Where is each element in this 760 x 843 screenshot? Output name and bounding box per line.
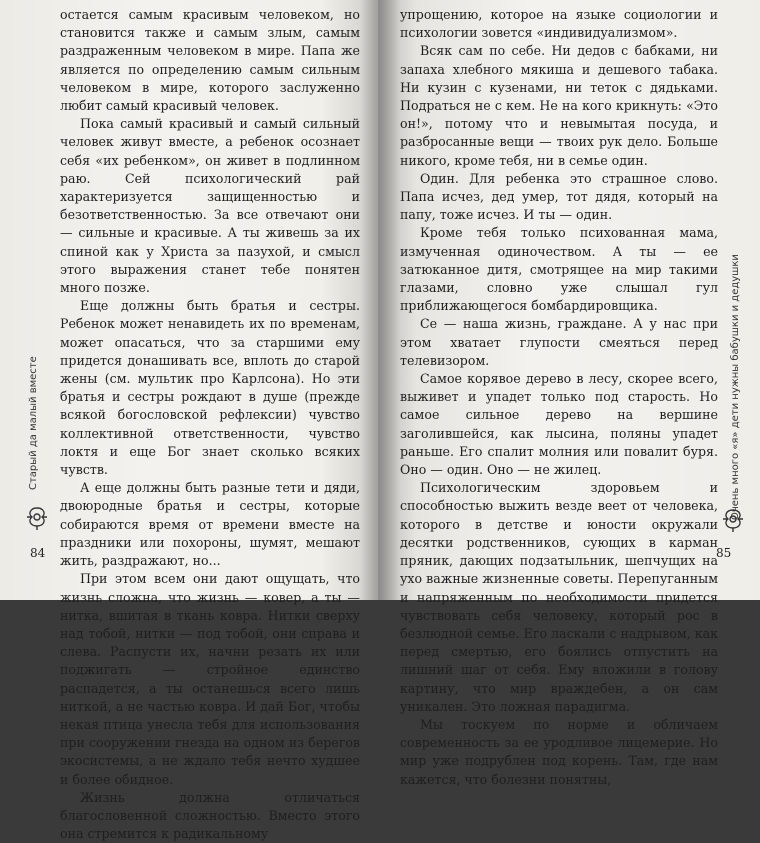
left-page-text bbox=[60, 6, 360, 843]
right-page bbox=[378, 0, 760, 787]
ornament-icon bbox=[24, 506, 50, 532]
ornament-icon bbox=[720, 508, 746, 534]
paragraph: Самое корявое дерево в лесу, скорее всего, выживет и упадет только под старость. Но самое сильное дерево на вершине заголившейся, как лысина, поляны упадет раньше. Его спалит молния или повалит буря. Оно — один. Оно — не жилец. bbox=[400, 371, 718, 478]
paragraph: остается самым красивым человеком, но становится также и самым злым, самым раздраженным человеком в мире. Папа же является по определению самым сильным человеком в мире, которого заслуженно любит самый красивый человек. bbox=[60, 7, 360, 114]
right-page-text bbox=[400, 6, 718, 789]
paragraph: Мы тоскуем по норме и обличаем современность за ее уродливое лицемерие. Но мир уже подрублен под корень. Там, где нам кажется, что болезни понятны, bbox=[400, 716, 718, 787]
running-head-right: Очень много «я» дети нужны бабушки и дедушки bbox=[730, 254, 741, 520]
paragraph: При этом всем они дают ощущать, что жизнь сложна, что жизнь — ковер, а ты — нитка, вшитая в ткань ковра. Нитки сверху над тобой, нитки — под тобой, они справа и слева. Распусти их, начни резать их или поджигать — стройное единство распадется, а ты останешься всего лишь ниткой, а не частью ковра. И дай Бог, чтобы некая птица унесла тебя для использования при сооружении гнезда на одном из берегов экосистемы, а не ждало тебя нечто худшее и более обидное. bbox=[60, 571, 360, 787]
paragraph: Жизнь должна отличаться благословенной сложностью. Вместо этого она стремится к радикальному bbox=[60, 789, 360, 842]
left-page bbox=[0, 0, 378, 842]
paragraph: Пока самый красивый и самый сильный человек живут вместе, а ребенок осознает себя «их ребенком», он живет в подлинном раю. Сей психологический рай характеризуется защищенностью и безответственностью. За все отвечают они — сильные и красивые. А ты живешь за их спиной как у Христа за пазухой, и смысл этого выражения станет тебе понятен много позже. bbox=[60, 116, 360, 296]
paragraph: А еще должны быть разные тети и дяди, двоюродные братья и сестры, которые собираются время от времени вместе на праздники или похороны, шумят, мешают жить, раздражают, но... bbox=[60, 480, 360, 569]
page-number-right: 85 bbox=[716, 546, 732, 560]
paragraph: Еще должны быть братья и сестры. Ребенок может ненавидеть их по временам, может опасаться, что за старшими ему придется донашивать все, вплоть до старой жены (см. мультик про Карлсона). Но эти братья и сестры рождают в душе (прежде всякой богословской рефлексии) чувство коллективной ответственности, чувство локтя и еще Бог знает сколько всяких чувств. bbox=[60, 298, 360, 478]
paragraph: Всяк сам по себе. Ни дедов с бабками, ни запаха хлебного мякиша и дешевого табака. Ни кузин с кузенами, ни теток с дядьками. Подраться не с кем. Не на кого крикнуть: «Это он!», потому что и невымытая посуда, и разбросанные вещи — твоих рук дело. Больше никого, кроме тебя, ни в семье один. bbox=[400, 43, 718, 168]
paragraph: Се — наша жизнь, граждане. А у нас при этом хватает глупости смеяться перед телевизором. bbox=[400, 316, 718, 368]
paragraph: Кроме тебя только психованная мама, измученная одиночеством. А ты — ее затюканное дитя, смотрящее на мир такими глазами, словно уже слышал гул приближающегося бомбардировщика. bbox=[400, 225, 718, 314]
paragraph: упрощению, которое на языке социологии и психологии зовется «индивидуализмом». bbox=[400, 7, 718, 41]
paragraph: Один. Для ребенка это страшное слово. Папа исчез, дед умер, тот дядя, который на папу, тоже исчез. И ты — один. bbox=[400, 170, 718, 223]
paragraph: Психологическим здоровьем и способностью выжить везде веет от человека, которого в детстве и юности окружали десятки родственников, сующих в карман пряник, дающих подзатыльник, шепчущих на ухо важные жизненные советы. Перепуганным и напряженным по необходимости придется чувствовать себя человеку, который рос в безлюдной семье. Его ласкали с надрывом, как перед смертью, его боялись отпустить на лишний шаг от себя. Ему вложили в голову картину, что мир враждебен, а он сам уникален. Это ложная парадигма. bbox=[400, 480, 718, 714]
page-number-left: 84 bbox=[30, 546, 46, 560]
running-head-left: Старый да малый вместе bbox=[28, 356, 39, 490]
